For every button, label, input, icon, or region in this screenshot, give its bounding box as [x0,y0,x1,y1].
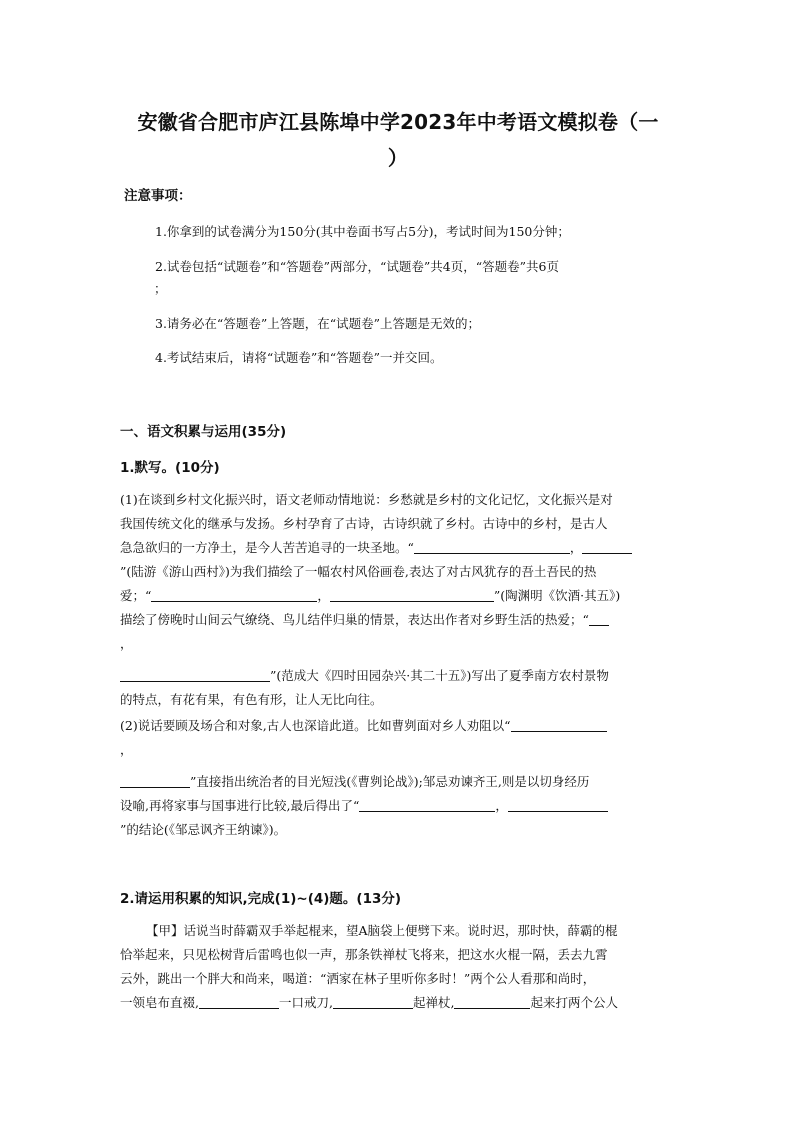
notice-item-2 [155,256,675,300]
q1-p1-line-6 [120,608,673,632]
answer-blank[interactable] [511,717,607,732]
answer-blank[interactable] [582,539,632,554]
q1-p1-line-9: 的特点，有花有果，有色有形，让人无比向往。 [120,692,383,707]
q2-line-4 [120,991,673,1015]
section-1-heading: 一、语文积累与运用(35分) [120,424,287,440]
question-1-heading: 1.默写。(10分) [120,460,220,476]
question-1-part-2 [120,714,673,842]
notice-item-4: 4.考试结束后，请将“试题卷”和“答题卷”一并交回。 [155,350,443,365]
answer-blank[interactable] [120,667,270,682]
q2-line-2: 恰举起来，只见松树背后雷鸣也似一声，那条铁禅杖飞将来，把这水火棍一隔，丢去九霄 [120,947,608,962]
answer-blank[interactable] [508,797,608,812]
title-line-1: 安徽省合肥市庐江县陈埠中学2023年中考语文模拟卷（一 [137,110,659,134]
notice-heading: 注意事项： [124,188,192,204]
q1-p2-line-4 [120,794,673,818]
q2-line-1: 【甲】话说当时薛霸双手举起棍来，望A脑袋上便劈下来。说时迟，那时快，薛霸的棍 [146,923,618,938]
answer-blank[interactable] [151,587,317,602]
q1-p1-line-2: 我国传统文化的继承与发扬。乡村孕育了古诗，古诗织就了乡村。古诗中的乡村，是古人 [120,516,608,531]
title-line-2: ） [387,146,409,170]
q1-p2-line-5: ”的结论(《邹忌讽齐王纳谏》)。 [120,822,287,837]
text-fragment: 急急欲归的一方净土，是今人苦苦追寻的一块圣地。“ [120,540,414,555]
answer-blank[interactable] [414,539,570,554]
answer-blank[interactable] [333,994,413,1009]
q1-p1-line-7: ， [120,636,133,651]
answer-blank[interactable] [454,994,530,1009]
answer-blank[interactable] [330,587,494,602]
question-2-heading: 2.请运用积累的知识,完成(1)~(4)题。(13分) [120,891,402,907]
text-fragment: 爱；“ [120,588,152,603]
exam-title [118,104,678,176]
notice-item-1: 1.你拿到的试卷满分为150分(其中卷面书写占5分)，考试时间为150分钟； [155,224,570,239]
answer-blank[interactable] [199,994,279,1009]
notice-item-2-line-2: ； [154,281,167,296]
q1-p2-line-2: ， [120,742,133,757]
q2-line-3: 云外，跳出一个胖大和尚来，喝道：“洒家在林子里听你多时！”两个公人看那和尚时， [120,971,596,986]
text-fragment: 起禅杖, [412,995,455,1010]
answer-blank[interactable] [589,611,609,626]
q1-p1-line-1: (1)在谈到乡村文化振兴时，语文老师动情地说：乡愁就是乡村的文化记忆，文化振兴是对 [120,492,613,507]
notice-item-2-line-1: 2.试卷包括“试题卷”和“答题卷”两部分，“试题卷”共4页，“答题卷”共6页 [155,259,559,274]
q1-p1-line-4: ”(陆游《游山西村》)为我们描绘了一幅农村风俗画卷,表达了对古风犹存的吾土吾民的热 [120,564,597,579]
q1-p2-line-3 [120,770,673,794]
text-fragment: ， [569,540,583,555]
q1-p1-line-5 [120,584,673,608]
question-1-part-1 [120,488,673,712]
text-fragment: ”(陶渊明《饮酒·其五》) [493,588,621,603]
q1-p1-line-8 [120,664,673,688]
notice-item-3: 3.请务必在“答题卷”上答题，在“试题卷”上答题是无效的； [155,316,480,331]
question-2-passage [120,919,673,1015]
q1-p2-line-1 [120,714,673,738]
text-fragment: (2)说话要顾及场合和对象,古人也深谙此道。比如曹刿面对乡人劝阻以“ [120,718,511,733]
text-fragment: ”直接指出统治者的目光短浅(《曹刿论战》);邹忌劝谏齐王,则是以切身经历 [190,774,590,789]
text-fragment: 一口戒刀, [278,995,333,1010]
text-fragment: ”(范成大《四时田园杂兴·其二十五》)写出了夏季南方农村景物 [270,668,609,683]
text-fragment: 设喻,再将家事与国事进行比较,最后得出了“ [120,798,360,813]
text-fragment: 描绘了傍晚时山间云气缭绕、鸟儿结伴归巢的情景，表达出作者对乡野生活的热爱；“ [120,612,589,627]
answer-blank[interactable] [120,773,190,788]
answer-blank[interactable] [359,797,495,812]
text-fragment: ， [317,588,330,603]
text-fragment: 一领皂布直裰, [120,995,199,1010]
text-fragment: ， [495,798,508,813]
text-fragment: 起来打两个公人 [530,995,618,1010]
q1-p1-line-3 [120,536,673,560]
